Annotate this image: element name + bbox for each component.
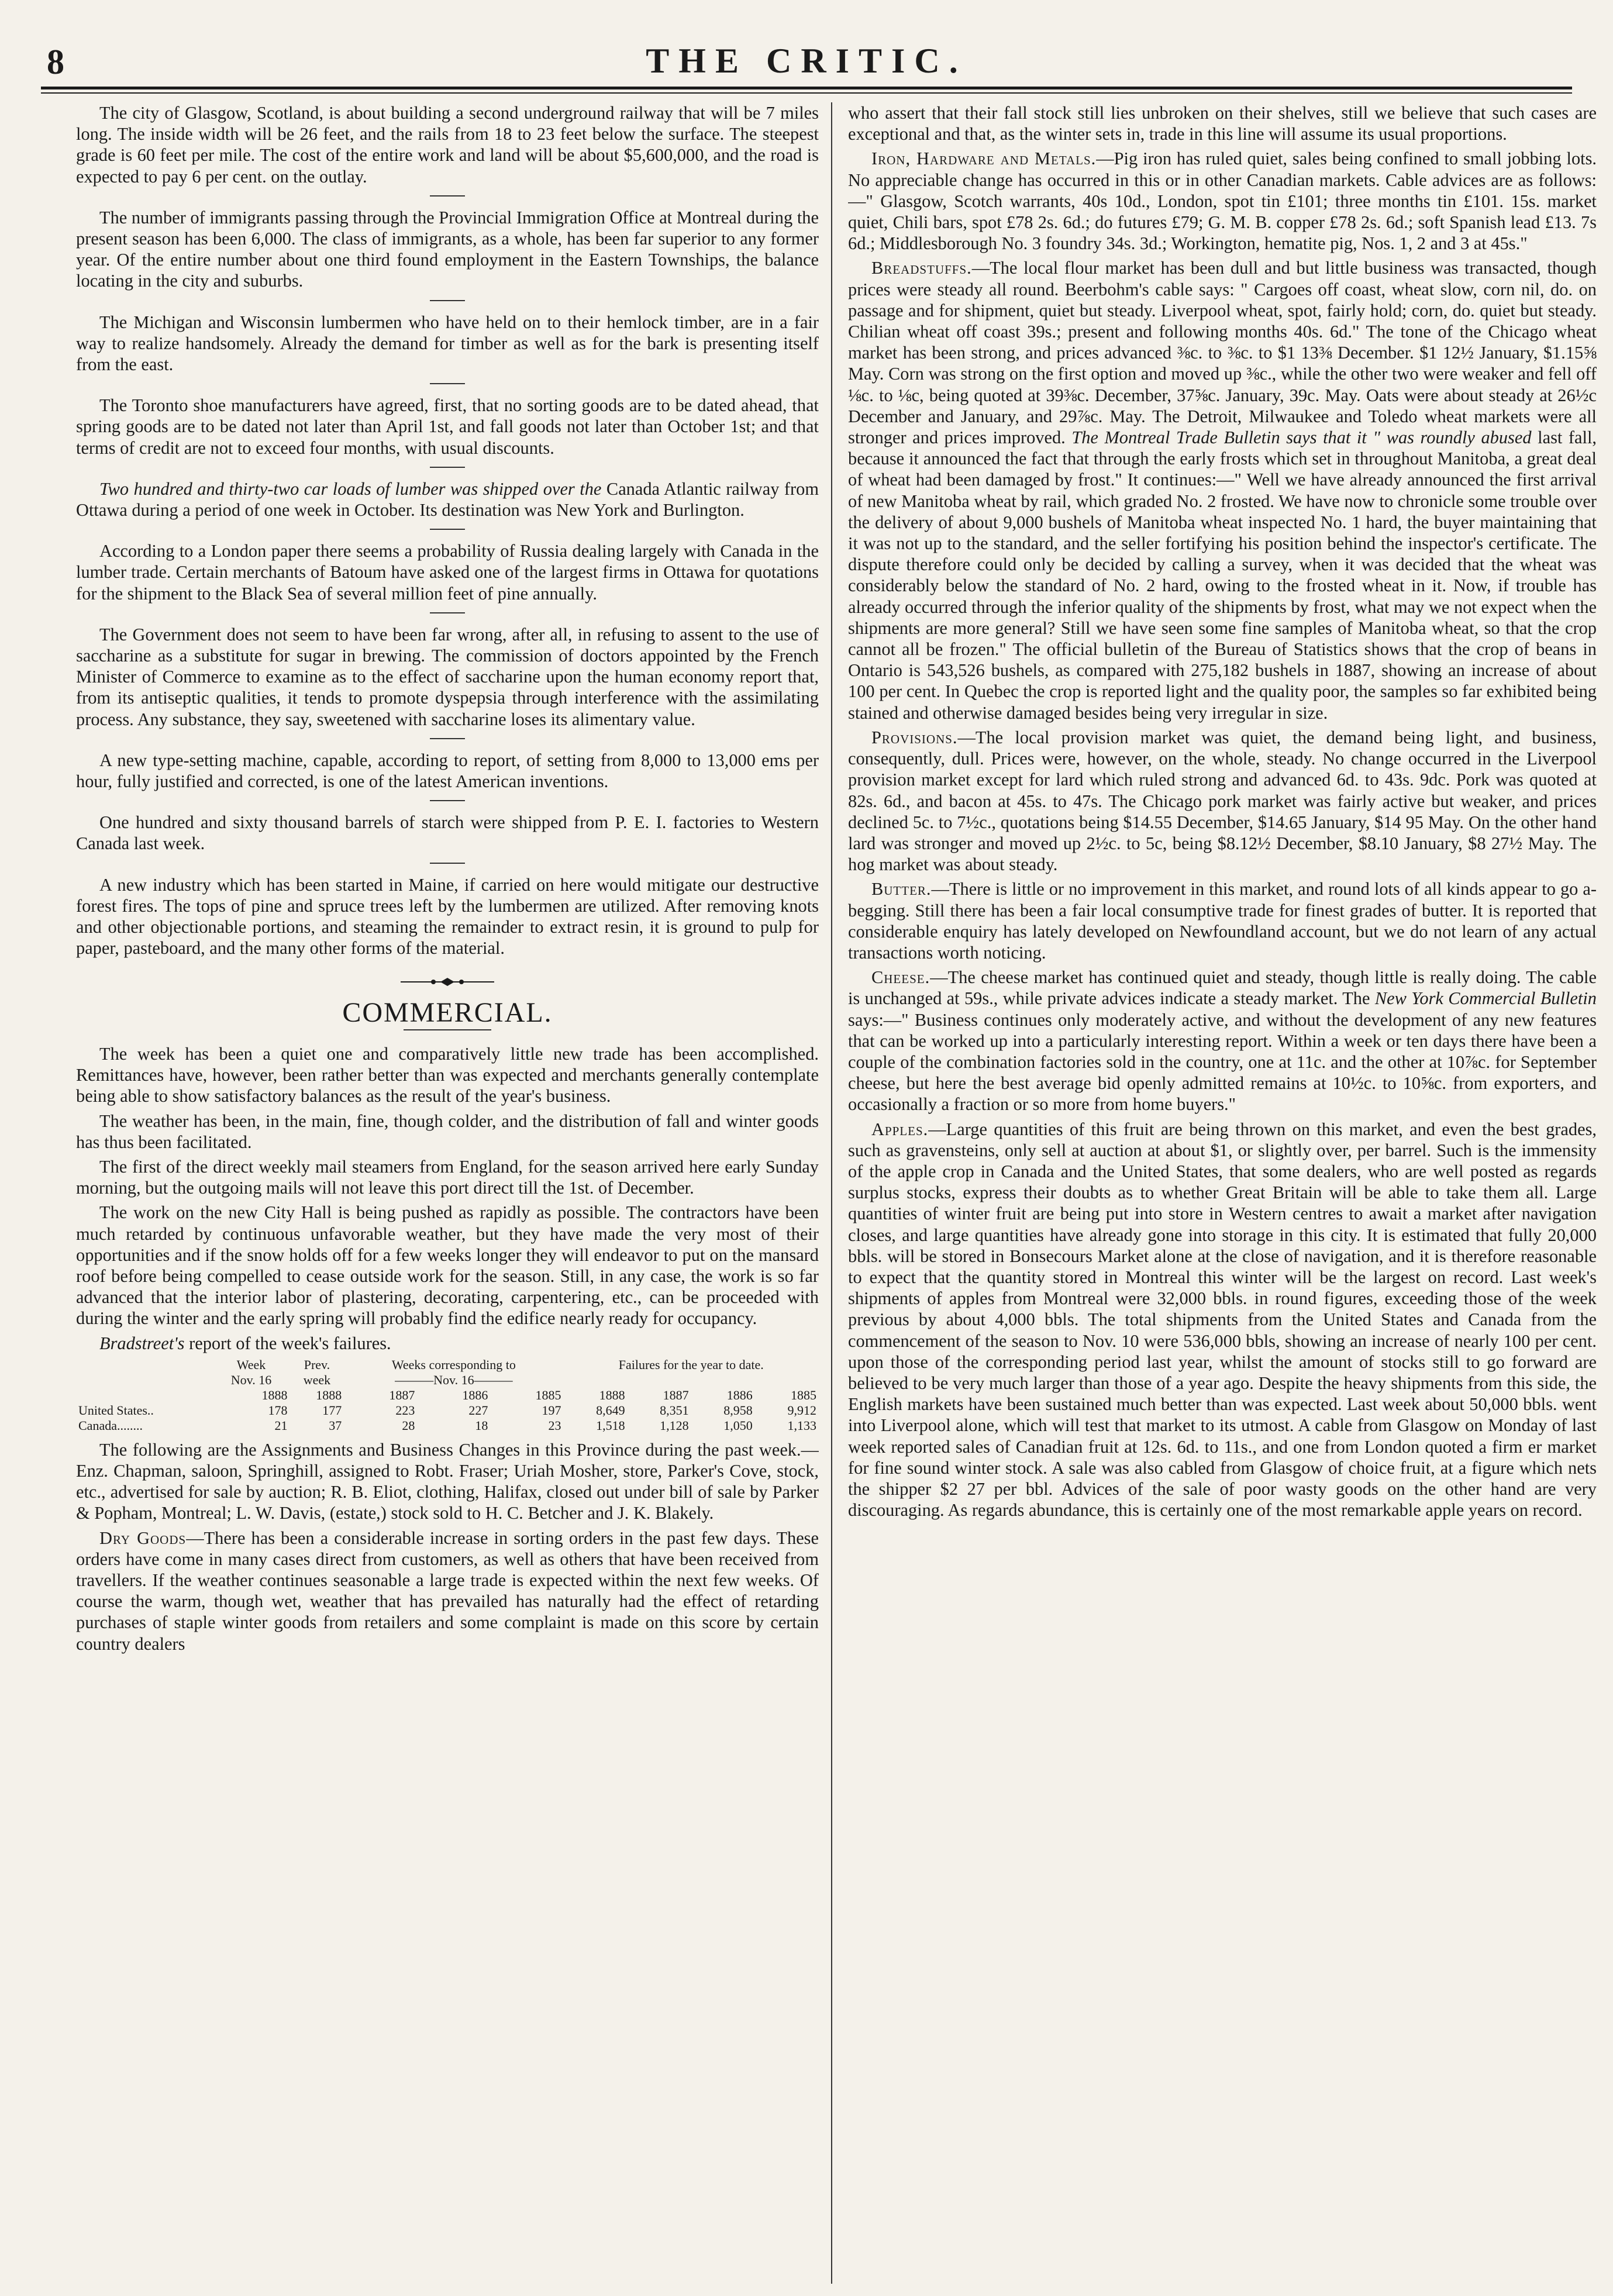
table-cell: 1888 (261, 1387, 288, 1402)
italic-publication: New York Commercial Bulletin (1374, 988, 1597, 1009)
ornament-divider (76, 971, 819, 992)
paragraph-glasgow-railway: The city of Glasgow, Scotland, is about building a second underground railway that will be 7 miles long. The inside width will be 26 feet, and the rails from 18 to 23 feet below the surface. The steepest grade is 60 feet per mile. The cost of the entire work and land will be about $5,600,000, and the road is expected to pay 6 per cent. on the outlay. (76, 103, 819, 187)
paragraph-cheese (848, 967, 1597, 1115)
section-heading-commercial: COMMERCIAL. (342, 997, 553, 1028)
paragraph-maine-industry: A new industry which has been started in Maine, if carried on here would mitigate our destructive forest fires. The tops of pine and spruce trees left by the lumbermen are utilized. After removing knots and other objectionable portions, and steaming the remainder to extract resin, it is ground to pulp for paper, pasteboard, and the many other forms of the material. (76, 874, 819, 959)
paragraph-dry-goods (76, 1528, 819, 1654)
paragraph-apples (848, 1119, 1597, 1521)
table-cell: Prev. (304, 1357, 330, 1372)
table-cell: 8,649 (596, 1402, 625, 1418)
masthead-title: THE CRITIC. (646, 42, 967, 80)
failures-table (76, 1357, 819, 1433)
table-cell: 1886 (726, 1387, 753, 1402)
separator (430, 383, 465, 384)
paragraph-text: last fall, because it announced the fact that through the early frosts which set in throughout Manitoba, a great deal of wheat had been damaged by frost." It continues:—" Well we have already announced the first arrival of new Manitoba wheat by rail, which graded No. 2 frosted. We have now to chronicle some trouble over the delivery of about 9,000 bushels of Manitoba wheat inspected No. 1 hard, the buyer maintaining that it was not up to the standard, and the seller fortifying his position behind the inspector's certificate. The dispute therefore could only be decided by calling a survey, when it was decided that the wheat was considerably below the standard of No. 2 hard, owing to the frosted wheat in it. Now, if trouble has already occurred through the inferior quality of the shipments by frost, what may we not expect when the shipments are more general? Still we have seen some fine samples of Manitoba wheat, so that the crop cannot all be frozen." The official bulletin of the Bureau of Statistics shows that the crop of beans in Ontario is 543,526 bushels, as compared with 275,182 bushels in 1887, showing an increase of about 100 per cent. In Quebec the crop is reported light and the quality poor, the samples so far exhibited being stained and otherwise damaged besides being very irregular in size. (848, 428, 1597, 723)
italic-lead: Two hundred and thirty-two car loads of lumber was shipped over the (99, 478, 602, 499)
separator (430, 863, 465, 864)
paragraph-lumbermen: The Michigan and Wisconsin lumbermen who have held on to their hemlock timber, are in a fair way to realize handsomely. Already the demand for timber as well as for the bark is presenting itself from the east. (76, 312, 819, 375)
paragraph-shoe-manufacturers: The Toronto shoe manufacturers have agreed, first, that no sorting goods are to be dated ahead, that spring goods are to be dated not later than April 1st, and fall goods not later than October 1st; and that terms of credit are not to exceed four months, with usual discounts. (76, 395, 819, 458)
paragraph-typesetting: A new type-setting machine, capable, according to report, of setting from 8,000 to 13,000 ems per hour, fully justified and corrected, is one of the latest American inventions. (76, 750, 819, 792)
table-cell: 8,351 (660, 1402, 689, 1418)
table-row (76, 1403, 819, 1418)
header-rule-heavy (41, 87, 1572, 89)
table-row (76, 1418, 819, 1433)
italic-source: Bradstreet's (99, 1333, 185, 1353)
subhead-cheese: Cheese. (871, 967, 930, 988)
paragraph-failures-intro (76, 1333, 819, 1354)
table-cell: 177 (322, 1402, 342, 1418)
paragraph-commercial-mail: The first of the direct weekly mail steamers from England, for the season arrived here early Sunday morning, but the outgoing mails will not leave this port direct till the 1st. of December. (76, 1156, 819, 1198)
separator (430, 529, 465, 530)
paragraph-text: —The cheese market has continued quiet and steady, though little is really doing. The cable is unchanged at 59s., while private advices indicate a steady market. The (848, 967, 1597, 1009)
table-cell (76, 1388, 212, 1403)
subhead-iron-hardware: Iron, Hardware and Metals. (871, 149, 1097, 169)
separator (430, 195, 465, 196)
table-cell: 21 (274, 1418, 288, 1433)
table-cell: Week (236, 1357, 266, 1372)
paragraph-assignments: The following are the Assignments and Business Changes in this Province during the past week.—Enz. Chapman, saloon, Springhill, assigned to Robt. Fraser; Uriah Mosher, store, Parker's Cove, stock, etc., advertised for sale by auction; R. B. Eliot, clothing, Halifax, closed out under bill of sale by Parker & Popham, Montreal; L. W. Davis, (estate,) stock sold to H. C. Betcher and J. K. Blakely. (76, 1439, 819, 1523)
subhead-dry-goods: Dry Goods (99, 1528, 187, 1548)
paragraph-dry-goods-continued: who assert that their fall stock still lies unbroken on their shelves, still we believe that such cases are exceptional and that, as the winter sets in, trade in this line will assume its usual proportions. (848, 103, 1597, 144)
subhead-apples: Apples. (871, 1119, 929, 1139)
left-column (76, 102, 819, 2284)
paragraph-immigrants: The number of immigrants passing through the Provincial Immigration Office at Montreal during the present season has been 6,000. The class of immigrants, as a whole, has been far superior to any former year. Of the entire number about one third found employment in the Eastern Townships, the balance locating in the city and suburbs. (76, 207, 819, 291)
table-cell: 1885 (791, 1387, 816, 1402)
table-cell: 1885 (535, 1387, 561, 1402)
subhead-butter: Butter. (871, 879, 932, 899)
table-cell (563, 1373, 819, 1388)
table-cell: ———Nov. 16——— (395, 1372, 513, 1387)
page-header (41, 35, 1572, 82)
subhead-breadstuffs: Breadstuffs. (871, 258, 972, 278)
paragraph-text: —Pig iron has ruled quiet, sales being confined to small jobbing lots. No appreciable change has occurred in this or in other Canadian markets. Cable advices are as follows:—" Glasgow, Scotch warrants, 40s 10d., London, spot tin £101; three months tin £101. 15s. market quiet, Chili bars, spot £78 2s. 6d.; do futures £79; G. M. B. copper £78 2s. 6d.; soft Spanish lead £13. 7s 6d.; Middlesborough No. 3 foundry 34s. 3d.; Workington, hematite pig, Nos. 1, 2 and 3 at 45s." (848, 149, 1597, 254)
table-header-row (76, 1373, 819, 1388)
table-cell: 1887 (389, 1387, 415, 1402)
table-header-row (76, 1357, 819, 1373)
section-rule (404, 1029, 491, 1030)
table-cell: 8,958 (723, 1402, 753, 1418)
paragraph-text: —There has been a considerable increase in sorting orders in the past few days. These orders have come in many cases direct from customers, as well as others that have been received from travellers. If the weather continues seasonable a large trade is expected within the next few weeks. Of course the warm, though wet, weather that has prevailed has naturally had the effect of retarding purchases of staple winter goods from retailers and some complaint is made on this score by certain country dealers (76, 1528, 819, 1654)
page-number: 8 (47, 43, 64, 81)
separator (430, 612, 465, 613)
table-cell: United States.. (78, 1402, 154, 1418)
paragraph-breadstuffs (848, 257, 1597, 723)
table-cell: 37 (329, 1418, 342, 1433)
table-cell: 1,050 (723, 1418, 753, 1433)
table-cell: week (303, 1372, 331, 1387)
paragraph-text: report of the week's failures. (189, 1333, 391, 1353)
paragraph-text: —The local provision market was quiet, the demand being light, and business, consequently, dull. Prices were, however, on the whole, steady. No change occurred in the Liverpool provision market except for lard which ruled strong and advanced 6d. to 43s. 9dc. Pork was quoted at 82s. 6d., and bacon at 45s. to 47s. The Chicago pork market was fairly active but weaker, and prices declined 5c. to 7½c., quotations being $14.55 December, $14.65 January, $14 95 May. On the other hand lard was stronger and moved up 2½c. to 5c, being $8.12½ December, $8.10 January, $8 27½ May. The hog market was about steady. (848, 727, 1597, 875)
column-divider (831, 102, 832, 2284)
table-cell: 1,128 (660, 1418, 689, 1433)
paragraph-butter (848, 878, 1597, 963)
table-cell (76, 1373, 212, 1388)
table-cell: 18 (475, 1418, 488, 1433)
table-cell: Failures for the year to date. (618, 1357, 764, 1372)
paragraph-starch: One hundred and sixty thousand barrels of starch were shipped from P. E. I. factories to Western Canada last week. (76, 812, 819, 854)
paragraph-text: —Large quantities of this fruit are being thrown on this market, and even the best grades, such as gravensteins, only sell at auction at about $1, or slightly over, per barrel. Such is the immensity of the apple crop in Canada and the United States, that some dealers, who are well posted as regards surplus stocks, express their doubts as to whether Great Britain will be able to take them all. Large quantities of winter fruit are being put into store in Western centres to await a market after navigation closes, and large quantities have already gone into storage in this city. It is estimated that fully 20,000 bbls. will be stored in Bonsecours Market alone at the close of navigation, and it is therefore reasonable to expect that the quantity stored in Montreal this winter will be the largest on record. Last week's shipments of apples from Montreal were 32,000 bbls. in round figures, exceeding those of the week previous by about 4,000 bbls. The total shipments from the United States and Canada from the commencement of the season to Nov. 10 were 536,000 bbls, showing an increase of nearly 100 per cent. upon those of the corresponding period last year, whilst the amount of stocks still to go forward are believed to be very much larger than those of a year ago. Despite the heavy shipments from this side, the English markets have been sustained much better than was expected. Last week about 50,000 bbls. went into Liverpool alone, which will test that market to its utmost. A cable from Glasgow on Monday of last week reported sales of Canadian fruit at 12s. 6d. to 11s., and one from London quoted a firm er market for fine sound winter stock. A sale was also cabled from Glasgow of choice fruit, at a figure which nets the shipper $2 27 per bbl. Advices of the sale of poor wasty goods on the other hand are very discouraging. As regards abundance, this is certainly one of the most remarkable apple years on record. (848, 1119, 1597, 1521)
paragraph-text: Canada Atlantic railway from Ottawa during a period of one week in October. Its destination was New York and Burlington. (76, 478, 819, 520)
table-cell: Weeks corresponding to (391, 1357, 516, 1372)
paragraph-commercial-week: The week has been a quiet one and comparatively little new trade has been accomplished. Remittances have, however, been rather better than was expected and merchants generally contemplate being able to show satisfactory balances as the result of the year's business. (76, 1043, 819, 1106)
paragraph-provisions (848, 727, 1597, 875)
table-cell: 223 (395, 1402, 415, 1418)
table-cell: 1888 (599, 1387, 625, 1402)
paragraph-text: says:—" Business continues only moderately active, and without the development of any new features that can be worked up into a particularly interesting report. Within a week or ten days there have been a couple of the combination factories sold in the country, one at 11c. and the other at 10⅞c. for September cheese, but here the best average bid openly admitted remains at 10½c. to 10⅝c. from exporters, and occasionally a fraction or so more from home buyers." (848, 1009, 1597, 1115)
ornament-icon (401, 977, 494, 987)
paragraph-iron-hardware (848, 148, 1597, 254)
table-cell: 197 (542, 1402, 561, 1418)
separator (430, 300, 465, 301)
paragraph-lumber-shipment (76, 478, 819, 520)
table-cell: 23 (548, 1418, 561, 1433)
table-cell: 227 (468, 1402, 488, 1418)
table-year-row (76, 1388, 819, 1403)
table-cell: 178 (268, 1402, 288, 1418)
table-cell: 28 (402, 1418, 415, 1433)
table-cell: 1887 (663, 1387, 689, 1402)
table-cell: 9,912 (787, 1402, 816, 1418)
separator (430, 467, 465, 468)
table-cell: Canada........ (78, 1418, 143, 1433)
table-cell: 1,518 (596, 1418, 625, 1433)
paragraph-text: —The local flour market has been dull and but little business was transacted, though prices were steady all round. Beerbohm's cable says: " Cargoes off coast, wheat slow, corn nil, do. on passage and for shipment, quiet but steady. Liverpool wheat, spot, fairly hold; corn, do. quiet but steady. Chilian wheat off coast 39s.; present and following months 40s. 6d." The tone of the Chicago wheat market has been strong, and prices advanced ⅜c. to ⅜c. to $1 13⅜ December. $1 12½ January, $1.15⅝ May. Corn was strong on the first option and moved up ⅜c., while the other two were weaker and fell off ⅛c. to ⅛c, being quoted at 39⅜c. December, 37⅝c. January, 39c. May. Oats were about steady at 26½c December and January, and 29⅞c. May. The Detroit, Milwaukee and Toledo wheat markets were all stronger and prices improved. (848, 258, 1597, 448)
subhead-provisions: Provisions. (871, 727, 958, 747)
paragraph-russia-trade: According to a London paper there seems a probability of Russia dealing largely with Canada in the lumber trade. Certain merchants of Batoum have asked one of the largest firms in Ottawa for quotations for the shipment to the Black Sea of several million feet of pine annually. (76, 541, 819, 604)
table-cell: 1,133 (787, 1418, 816, 1433)
header-rule-thin (41, 92, 1572, 94)
paragraph-text: —There is little or no improvement in this market, and round lots of all kinds appear to go a-begging. Still there has been a fair local consumptive trade for finest grades of butter. It is reported that considerable enquiry has lately developed on Newfoundland account, but we do not learn of any actual transactions worth noticing. (848, 879, 1597, 963)
table-cell: 1886 (462, 1387, 488, 1402)
table-cell: 1888 (316, 1387, 342, 1402)
separator (430, 738, 465, 739)
italic-quote: The Montreal Trade Bulletin says that it " was roundly abused (1071, 428, 1532, 448)
paragraph-commercial-weather: The weather has been, in the main, fine, though colder, and the distribution of fall and winter goods has thus been facilitated. (76, 1111, 819, 1152)
table-cell (76, 1357, 212, 1373)
table-cell: Nov. 16 (230, 1372, 272, 1387)
paragraph-commercial-city-hall: The work on the new City Hall is being pushed as rapidly as possible. The contractors have been much retarded by continuous unfavorable weather, but they have made the very most of their opportunities and if the snow holds off for a few weeks longer they will endeavor to put on the mansard roof before being compelled to cease outside work for the season. Still, in any case, the work is so far advanced that the interior labor of plastering, decorating, carpentering, etc., can be proceeded with during the winter and the early spring will probably find the edifice nearly ready for occupancy. (76, 1202, 819, 1329)
right-column (848, 102, 1597, 2284)
paragraph-saccharine: The Government does not seem to have been far wrong, after all, in refusing to assent to the use of saccharine as a substitute for sugar in brewing. The commission of doctors appointed by the French Minister of Commerce to examine as to the effect of saccharine upon the human economy report that, from its antiseptic qualities, it tends to promote dyspepsia through interference with the assimilating process. Any substance, they say, sweetened with saccharine loses its alimentary value. (76, 624, 819, 729)
separator (430, 800, 465, 801)
